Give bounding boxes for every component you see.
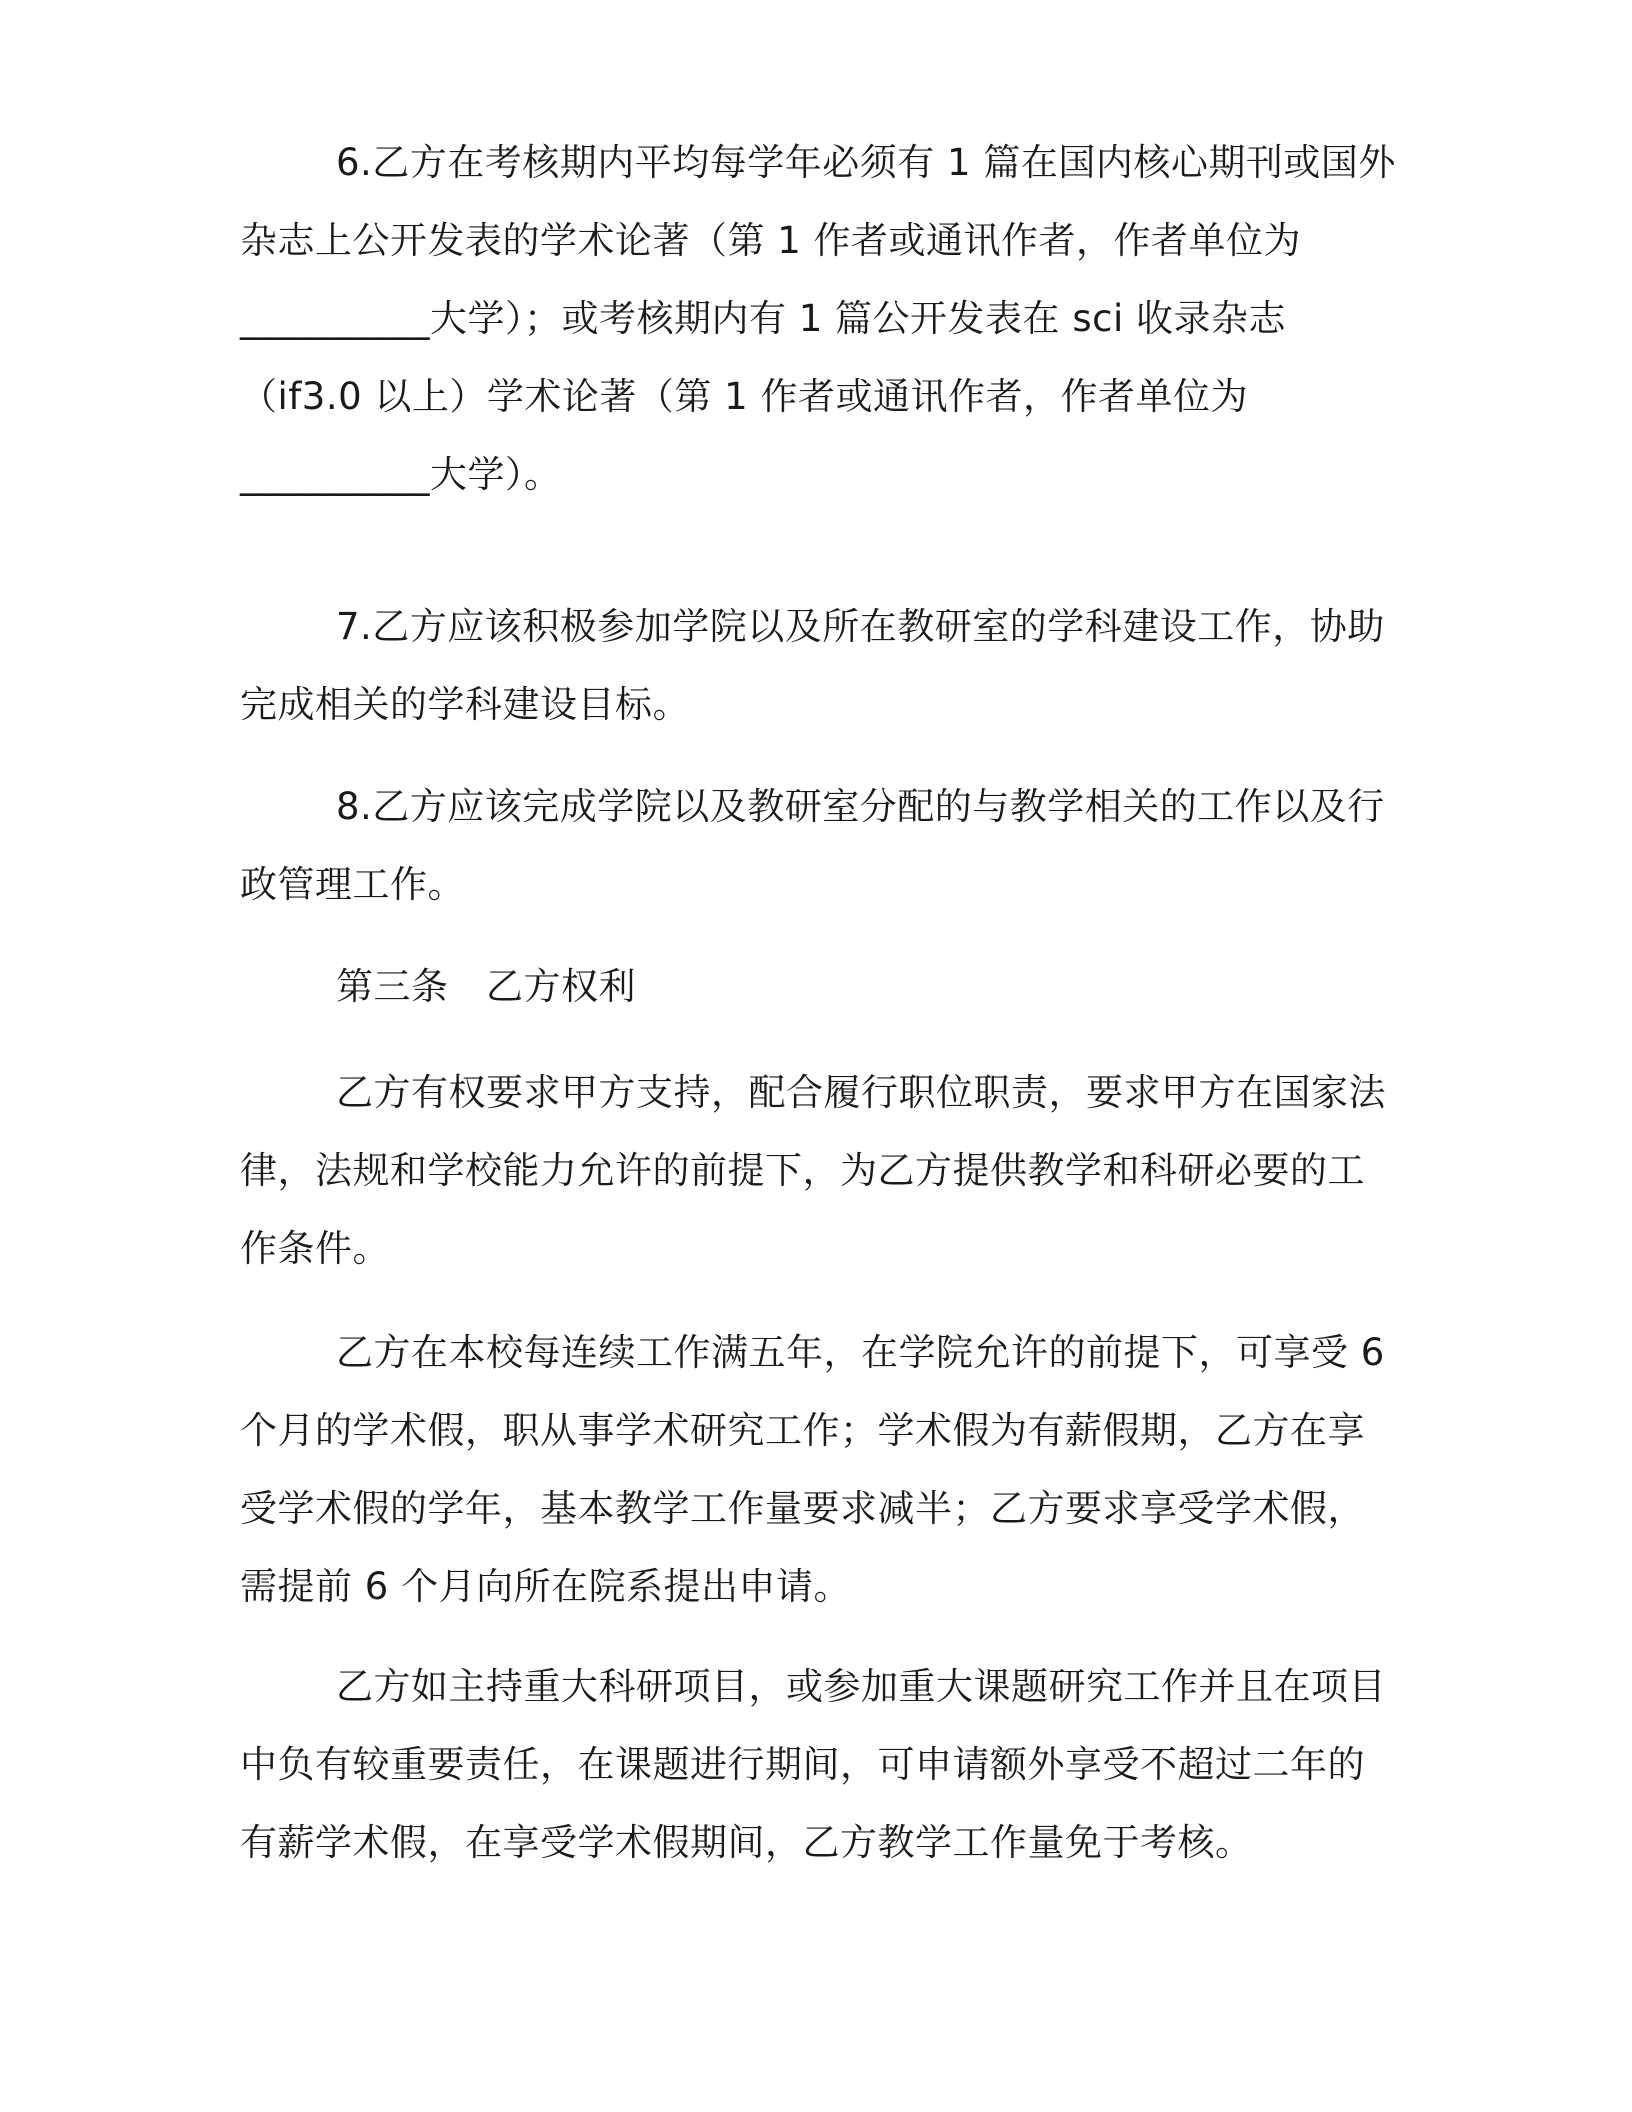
text-line: 个月的学术假，职从事学术研究工作；学术假为有薪假期，乙方在享 — [240, 1409, 1365, 1452]
text-line: 完成相关的学科建设目标。 — [240, 683, 690, 726]
text-line: __________大学）；或考核期内有 1 篇公开发表在 sci 收录杂志 — [240, 297, 1286, 340]
text-line: 6.乙方在考核期内平均每学年必须有 1 篇在国内核心期刊或国外 — [336, 141, 1396, 184]
text-line: 乙方在本校每连续工作满五年，在学院允许的前提下，可享受 6 — [336, 1331, 1385, 1374]
text-line: 中负有较重要责任，在课题进行期间，可申请额外享受不超过二年的 — [240, 1743, 1365, 1786]
paragraph-rights-1 — [240, 1054, 1386, 1288]
text-line: （if3.0 以上）学术论著（第 1 作者或通讯作者，作者单位为 — [240, 375, 1248, 418]
text-line: 有薪学术假，在享受学术假期间，乙方教学工作量免于考核。 — [240, 1821, 1253, 1864]
text-line: 乙方如主持重大科研项目，或参加重大课题研究工作并且在项目 — [336, 1665, 1386, 1708]
text-line: 受学术假的学年，基本教学工作量要求减半；乙方要求享受学术假， — [240, 1487, 1365, 1530]
paragraph-item-6 — [240, 124, 1396, 514]
text-line: 8.乙方应该完成学院以及教研室分配的与教学相关的工作以及行 — [336, 785, 1385, 828]
text-line: __________大学）。 — [240, 453, 562, 496]
text-line: 7.乙方应该积极参加学院以及所在教研室的学科建设工作，协助 — [336, 605, 1385, 648]
text-line: 政管理工作。 — [240, 863, 465, 906]
text-line: 杂志上公开发表的学术论著（第 1 作者或通讯作者，作者单位为 — [240, 219, 1302, 262]
text-line: 乙方有权要求甲方支持，配合履行职位职责，要求甲方在国家法 — [336, 1071, 1386, 1114]
section-heading-article-3 — [240, 948, 1380, 1026]
paragraph-item-7 — [240, 588, 1385, 744]
heading-text: 第三条 乙方权利 — [336, 965, 636, 1008]
text-line: 作条件。 — [240, 1227, 390, 1270]
paragraph-item-8 — [240, 768, 1385, 924]
paragraph-rights-2 — [240, 1314, 1385, 1626]
paragraph-rights-3 — [240, 1648, 1386, 1882]
text-line: 需提前 6 个月向所在院系提出申请。 — [240, 1565, 852, 1608]
text-line: 律，法规和学校能力允许的前提下，为乙方提供教学和科研必要的工 — [240, 1149, 1365, 1192]
